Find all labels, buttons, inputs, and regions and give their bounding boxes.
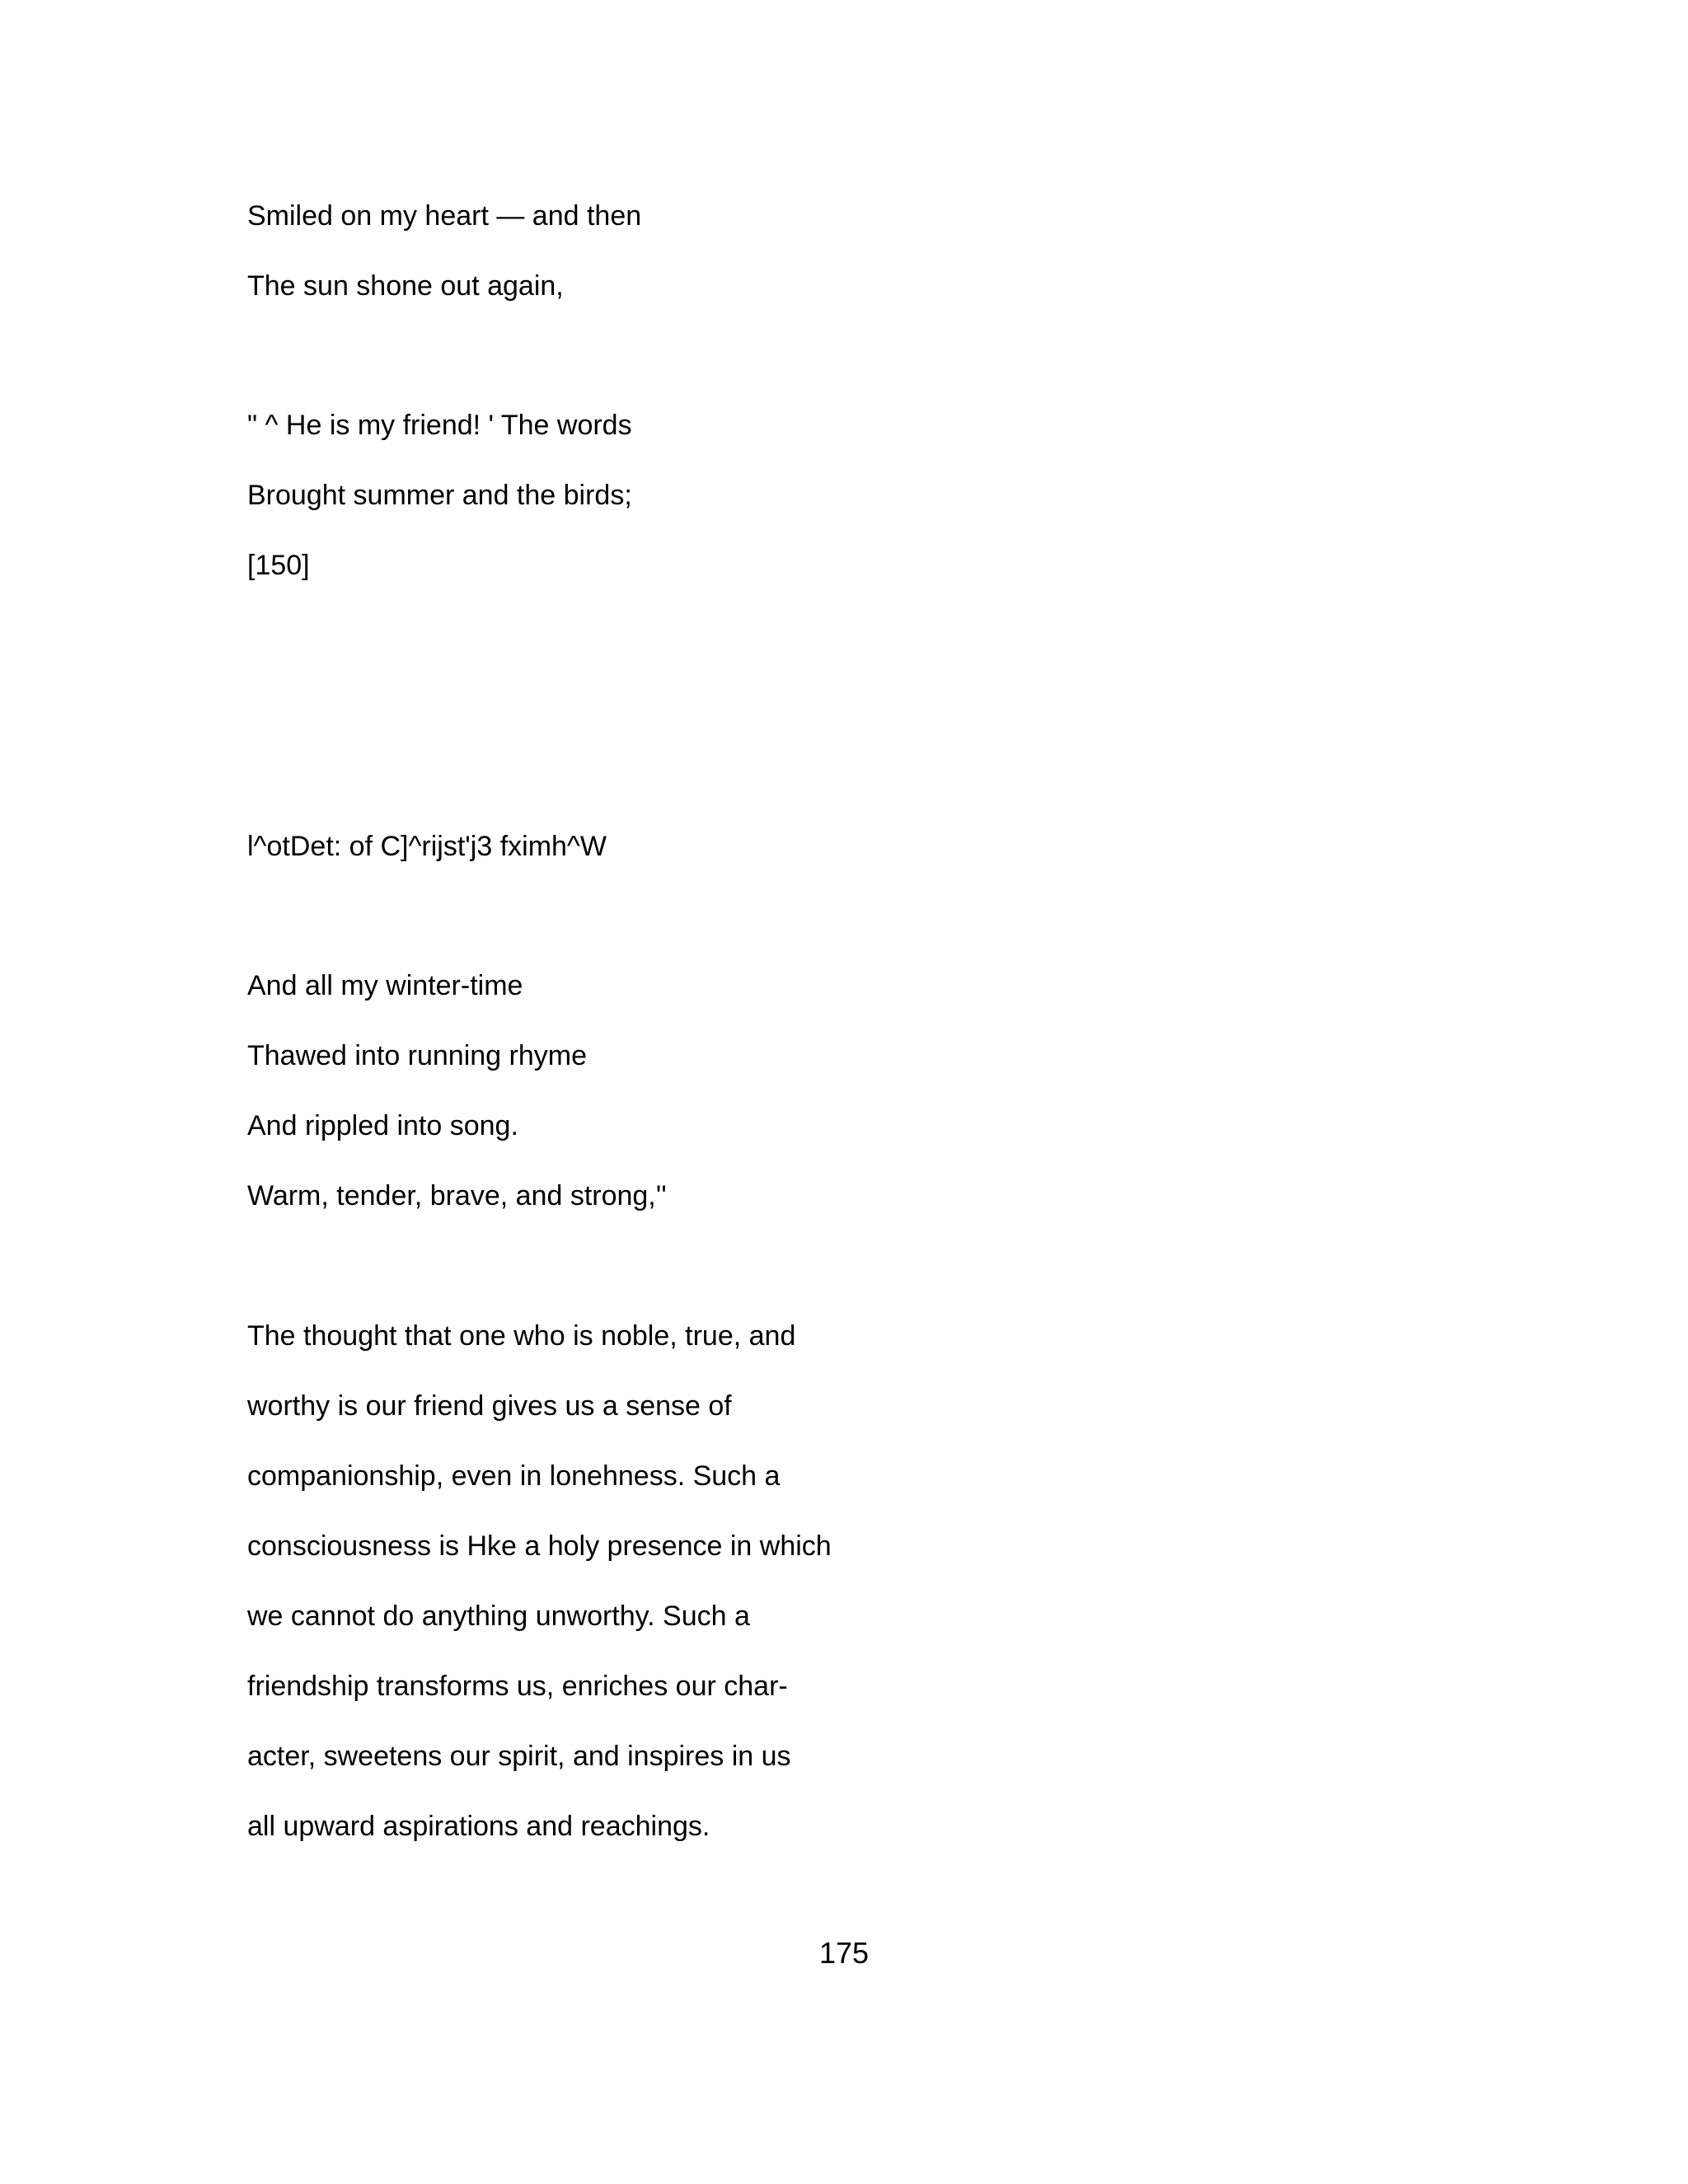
line-number-marker: [150] [247, 550, 310, 581]
verse-line: And all my winter-time [247, 970, 523, 1001]
verse-line: Warm, tender, brave, and strong,'' [247, 1180, 667, 1212]
prose-line: companionship, even in lonehness. Such a [247, 1460, 781, 1492]
verse-line: Brought summer and the birds; [247, 480, 632, 511]
verse-line: The sun shone out again, [247, 270, 564, 302]
prose-line: The thought that one who is noble, true, and [247, 1320, 796, 1352]
prose-line: worthy is our friend gives us a sense of [247, 1390, 732, 1422]
page-number: 175 [818, 1936, 870, 1970]
verse-line: Thawed into running rhyme [247, 1040, 588, 1071]
prose-line: acter, sweetens our spirit, and inspires in us [247, 1741, 791, 1772]
verse-line: And rippled into song. [247, 1110, 518, 1141]
prose-line: all upward aspirations and reachings. [247, 1811, 710, 1842]
prose-line: consciousness is Hke a holy presence in which [247, 1530, 832, 1562]
running-header: l^otDet: of C]^rijst'j3 fximh^W [247, 831, 607, 862]
prose-line: we cannot do anything unworthy. Such a [247, 1601, 750, 1632]
verse-line: Smiled on my heart — and then [247, 200, 642, 232]
prose-line: friendship transforms us, enriches our char- [247, 1671, 788, 1702]
verse-line: " ^ He is my friend! ' The words [247, 410, 632, 441]
